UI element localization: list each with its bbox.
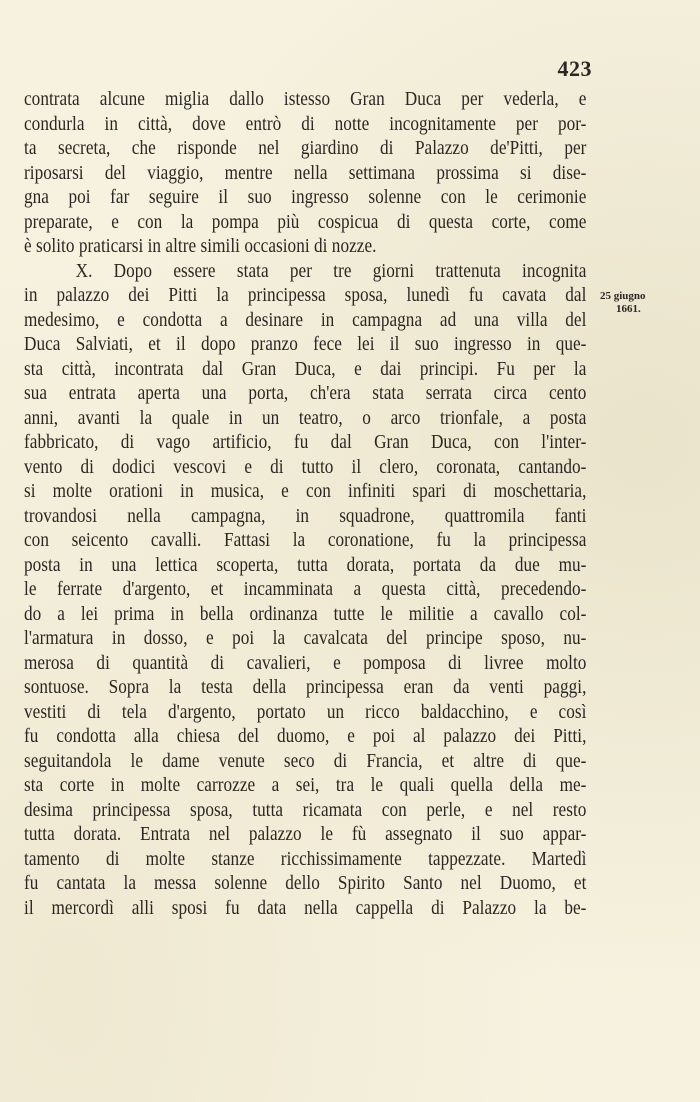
margin-note-year: 1661. [616,303,641,315]
text-line: fabbricato, di vago artificio, fu dal Gran Duca, con l'inter- [24,431,587,453]
text-line: medesimo, e condotta a desinare in campagna ad una villa del [24,308,587,331]
text-line: tamento di molte stanze ricchissimamente tappezzate. Martedì [24,847,587,870]
text-line: gna poi far seguire il suo ingresso solenne con le cerimonie [24,186,587,208]
text-line: è solito praticarsi in altre simili occasioni di nozze. [24,235,377,257]
text-line: con seicento cavalli. Fattasi la coronatione, fu la principessa [24,529,587,551]
text-line: vento di dodici vescovi e di tutto il clero, coronata, cantando- [24,455,587,478]
text-line: tutta dorata. Entrata nel palazzo le fù assegnato il suo appar- [24,823,587,845]
text-line: l'armatura in dosso, e poi la cavalcata del principe sposo, nu- [24,627,587,649]
text-line: preparate, e con la pompa più cospicua di questa corte, come [24,210,587,233]
text-line: desima principessa sposa, tutta ricamata con perle, e nel resto [24,798,587,821]
text-line: vestiti di tela d'argento, portato un ricco baldacchino, e così [24,700,587,723]
text-line: contrata alcune miglia dallo istesso Gran Duca per vederla, e [24,88,587,110]
text-line: sua entrata aperta una porta, ch'era stata serrata circa cento [24,382,587,404]
text-line: fu cantata la messa solenne dello Spirito Santo nel Duomo, et [24,872,587,894]
text-line: sontuose. Sopra la testa della principessa eran da venti paggi, [24,676,587,698]
margin-date-note [600,290,700,316]
text-line: sta corte in molte carrozze a sei, tra le quali quella della me- [24,774,587,796]
text-line: il mercordì alli sposi fu data nella cappella di Palazzo la be- [24,896,587,919]
text-line: anni, avanti la quale in un teatro, o arco trionfale, a posta [24,406,587,429]
text-line: do a lei prima in bella ordinanza tutte le militie a cavallo col- [24,602,587,625]
text-line: sta città, incontrata dal Gran Duca, e dai principi. Fu per la [24,357,587,380]
text-line: trovandosi nella campagna, in squadrone, quattromila fanti [24,504,587,527]
text-line: fu condotta alla chiesa del duomo, e poi al palazzo dei Pitti, [24,725,587,747]
text-line: posta in una lettica scoperta, tutta dorata, portata da due mu- [24,553,587,576]
text-line: le ferrate d'argento, et incamminata a questa città, precedendo- [24,578,587,600]
text-line: seguitandola le dame venute seco di Francia, et altre di que- [24,749,587,772]
text-line: merosa di quantità di cavalieri, e pomposa di livree molto [24,651,587,674]
text-line: riposarsi del viaggio, mentre nella settimana prossima si dise- [24,161,587,184]
text-line: si molte orationi in musica, e con infiniti spari di moschettaria, [24,480,587,502]
page-number: 423 [557,56,592,81]
margin-note-date: 25 giugno [600,290,646,302]
text-line: in palazzo dei Pitti la principessa sposa, lunedì fu cavata dal [24,284,587,306]
paragraph-start-line: X. Dopo essere stata per tre giorni trattenuta incognita [75,259,587,282]
body-text [24,87,586,920]
text-line: Duca Salviati, et il dopo pranzo fece lei il suo ingresso in que- [24,333,587,355]
text-line: condurla in città, dove entrò di notte incognitamente per por- [24,112,587,135]
text-line: ta secreta, che risponde nel giardino di Palazzo de'Pitti, per [24,137,587,159]
